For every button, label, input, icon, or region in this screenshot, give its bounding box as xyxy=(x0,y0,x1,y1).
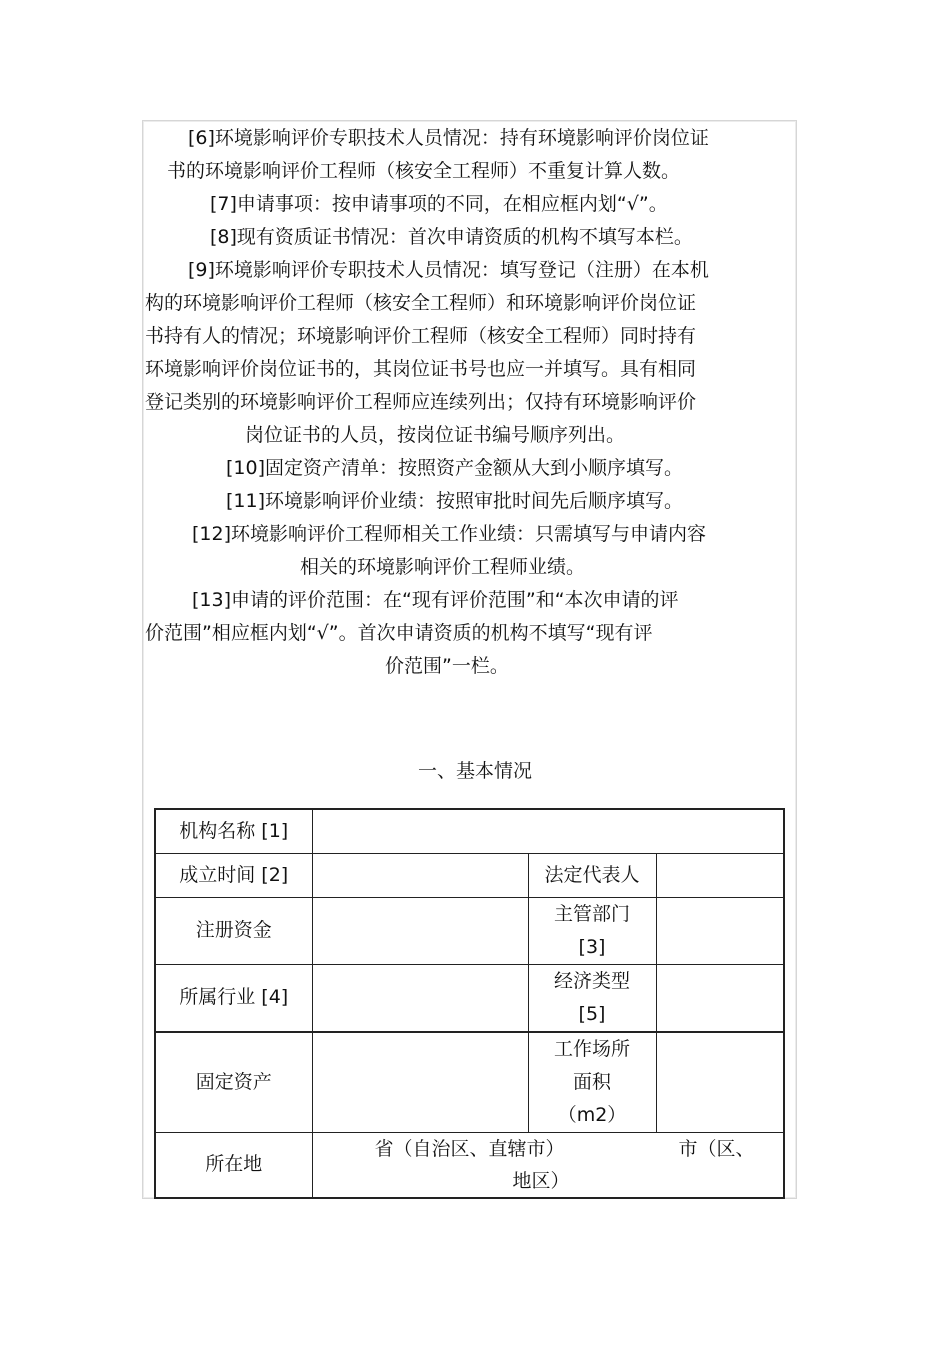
table-row xyxy=(155,853,784,897)
workplace-line: 面积 xyxy=(572,1070,611,1093)
note-line: [8]现有资质证书情况：首次申请资质的机构不填写本栏。 xyxy=(210,226,693,248)
founded-field[interactable] xyxy=(312,853,528,897)
industry-label: 所属行业 [4] xyxy=(155,964,312,1032)
note-line: [11]环境影响评价业绩：按照审批时间先后顺序填写。 xyxy=(226,490,684,512)
reg-capital-field[interactable] xyxy=(312,897,528,964)
workplace-unit: （m2） xyxy=(557,1103,627,1126)
legal-rep-label: 法定代表人 xyxy=(528,853,656,897)
note-line: 岗位证书的人员，按岗位证书编号顺序列出。 xyxy=(245,424,626,446)
reg-capital-label: 注册资金 xyxy=(155,897,312,964)
table-row xyxy=(155,1032,784,1133)
dept-label-line: 主管部门 xyxy=(553,902,630,925)
dept-field[interactable] xyxy=(656,897,784,964)
dept-label-note: [3] xyxy=(578,935,606,958)
econ-type-label xyxy=(528,964,656,1032)
note-line: 价范围”一栏。 xyxy=(385,655,509,677)
table-row xyxy=(155,964,784,1032)
basic-info-table xyxy=(154,808,785,1199)
founded-label: 成立时间 [2] xyxy=(155,853,312,897)
table-row xyxy=(155,809,784,853)
note-line: [12]环境影响评价工程师相关工作业绩：只需填写与申请内容 xyxy=(192,523,707,545)
fixed-assets-label: 固定资产 xyxy=(155,1032,312,1133)
location-wrap xyxy=(313,1133,784,1197)
section-title: 一、基本情况 xyxy=(417,760,532,782)
workplace-line: 工作场所 xyxy=(553,1037,630,1060)
location-area: 地区） xyxy=(512,1169,570,1192)
note-line: 书持有人的情况；环境影响评价工程师（核安全工程师）同时持有 xyxy=(145,325,697,347)
fixed-assets-field[interactable] xyxy=(312,1032,528,1133)
note-line: [7]申请事项：按申请事项的不同，在相应框内划“√”。 xyxy=(210,193,668,215)
note-line: [10]固定资产清单：按照资产金额从大到小顺序填写。 xyxy=(226,457,684,479)
org-name-field[interactable] xyxy=(312,809,784,853)
note-line: 登记类别的环境影响评价工程师应连续列出；仅持有环境影响评价 xyxy=(145,391,697,413)
econ-type-line: 经济类型 xyxy=(553,969,630,992)
workplace-field[interactable] xyxy=(656,1032,784,1133)
legal-rep-field[interactable] xyxy=(656,853,784,897)
econ-type-note: [5] xyxy=(578,1002,606,1025)
note-line: 书的环境影响评价工程师（核安全工程师）不重复计算人数。 xyxy=(167,160,681,182)
note-line: [13]申请的评价范围：在“现有评价范围”和“本次申请的评 xyxy=(192,589,679,611)
org-name-label: 机构名称 [1] xyxy=(155,809,312,853)
location-label: 所在地 xyxy=(155,1132,312,1198)
note-line: 环境影响评价岗位证书的，其岗位证书号也应一并填写。具有相同 xyxy=(145,358,697,380)
econ-type-field[interactable] xyxy=(656,964,784,1032)
table-row xyxy=(155,1132,784,1198)
location-city: 市（区、 xyxy=(678,1137,755,1160)
table-row xyxy=(155,897,784,964)
note-line: 价范围”相应框内划“√”。首次申请资质的机构不填写“现有评 xyxy=(145,622,653,644)
dept-label xyxy=(528,897,656,964)
note-line: 相关的环境影响评价工程师业绩。 xyxy=(300,556,586,578)
note-line: [9]环境影响评价专职技术人员情况：填写登记（注册）在本机 xyxy=(188,259,709,281)
location-province: 省（自治区、直辖市） xyxy=(374,1137,565,1160)
industry-field[interactable] xyxy=(312,964,528,1032)
location-field[interactable] xyxy=(312,1132,784,1198)
workplace-label xyxy=(528,1032,656,1133)
note-line: 构的环境影响评价工程师（核安全工程师）和环境影响评价岗位证 xyxy=(145,292,697,314)
note-line: [6]环境影响评价专职技术人员情况：持有环境影响评价岗位证 xyxy=(188,127,709,149)
